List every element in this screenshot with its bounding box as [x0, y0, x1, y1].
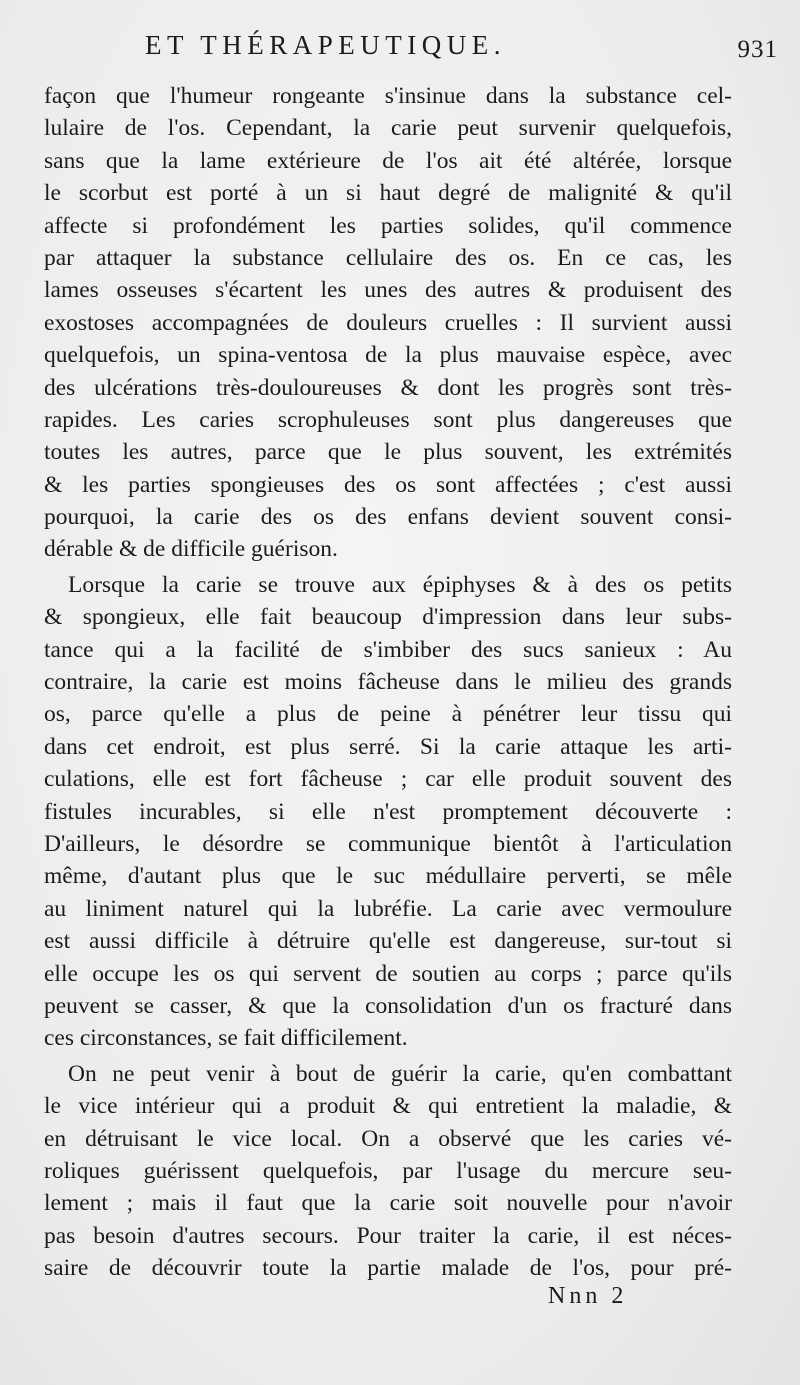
- page-number: 931: [737, 36, 778, 63]
- text-line: lames osseuses s'écartent les unes des autres & produisent des: [44, 277, 732, 304]
- running-head: ET THÉRAPEUTIQUE.: [145, 30, 506, 60]
- paragraph-2: [44, 569, 732, 1055]
- text-line: os, parce qu'elle a plus de peine à pénétrer leur tissu qui: [44, 701, 732, 728]
- text-line: contraire, la carie est moins fâcheuse dans le milieu des grands: [44, 669, 732, 696]
- text-line: & les parties spongieuses des os sont affectées ; c'est aussi: [44, 471, 732, 498]
- text-line: elle occupe les os qui servent de soutien au corps ; parce qu'ils: [44, 960, 732, 987]
- text-line: affecte si profondément les parties solides, qu'il commence: [44, 212, 732, 239]
- text-line: même, d'autant plus que le suc médullaire perverti, se mêle: [44, 863, 732, 890]
- text-line: au liniment naturel qui la lubréfie. La carie avec vermoulure: [44, 895, 732, 922]
- text-line: pas besoin d'autres secours. Pour traiter la carie, il est néces-: [44, 1222, 732, 1249]
- text-line: lement ; mais il faut que la carie soit nouvelle pour n'avoir: [44, 1190, 732, 1217]
- paragraph-3: [44, 1058, 732, 1285]
- text-line: le vice intérieur qui a produit & qui entretient la maladie, &: [44, 1093, 732, 1120]
- text-line: culations, elle est fort fâcheuse ; car elle produit souvent des: [44, 766, 732, 793]
- text-line: On ne peut venir à bout de guérir la carie, qu'en combattant: [68, 1060, 732, 1087]
- text-line: sans que la lame extérieure de l'os ait été altérée, lorsque: [44, 147, 732, 174]
- body-text: [44, 80, 732, 1284]
- text-line: roliques guérissent quelquefois, par l'usage du mercure seu-: [44, 1157, 732, 1184]
- text-line: dans cet endroit, est plus serré. Si la carie attaque les arti-: [44, 733, 732, 760]
- text-line: quelquefois, un spina-ventosa de la plus mauvaise espèce, avec: [44, 342, 732, 369]
- text-line: tance qui a la facilité de s'imbiber des sucs sanieux : Au: [44, 636, 732, 663]
- text-line: est aussi difficile à détruire qu'elle est dangereuse, sur-tout si: [44, 928, 732, 955]
- text-line: le scorbut est porté à un si haut degré de malignité & qu'il: [44, 180, 732, 207]
- text-line: ces circonstances, se fait difficilement.: [44, 1025, 408, 1052]
- text-line: Lorsque la carie se trouve aux épiphyses & à des os petits: [68, 571, 732, 598]
- text-line: façon que l'humeur rongeante s'insinue dans la substance cel-: [44, 83, 732, 109]
- text-line: exostoses accompagnées de douleurs cruelles : Il survient aussi: [44, 309, 732, 336]
- text-line: fistules incurables, si elle n'est promptement découverte :: [44, 798, 732, 825]
- text-line: lulaire de l'os. Cependant, la carie peut survenir quelquefois,: [44, 115, 732, 142]
- paragraph-1: [44, 80, 732, 566]
- signature-mark: Nnn 2: [548, 1283, 628, 1309]
- text-line: dérable & de difficile guérison.: [44, 536, 338, 563]
- text-line: par attaquer la substance cellulaire des os. En ce cas, les: [44, 244, 732, 271]
- text-line: en détruisant le vice local. On a observé que les caries vé-: [44, 1125, 732, 1152]
- text-line: toutes les autres, parce que le plus souvent, les extrémités: [44, 439, 732, 466]
- text-line: peuvent se casser, & que la consolidation d'un os fracturé dans: [44, 992, 732, 1019]
- text-line: D'ailleurs, le désordre se communique bientôt à l'articulation: [44, 830, 732, 857]
- text-line: pourquoi, la carie des os des enfans devient souvent consi-: [44, 504, 732, 531]
- text-line: rapides. Les caries scrophuleuses sont plus dangereuses que: [44, 406, 732, 433]
- text-line: saire de découvrir toute la partie malade de l'os, pour pré-: [44, 1255, 732, 1282]
- text-line: & spongieux, elle fait beaucoup d'impression dans leur subs-: [44, 604, 732, 631]
- text-line: des ulcérations très-douloureuses & dont les progrès sont très-: [44, 374, 732, 401]
